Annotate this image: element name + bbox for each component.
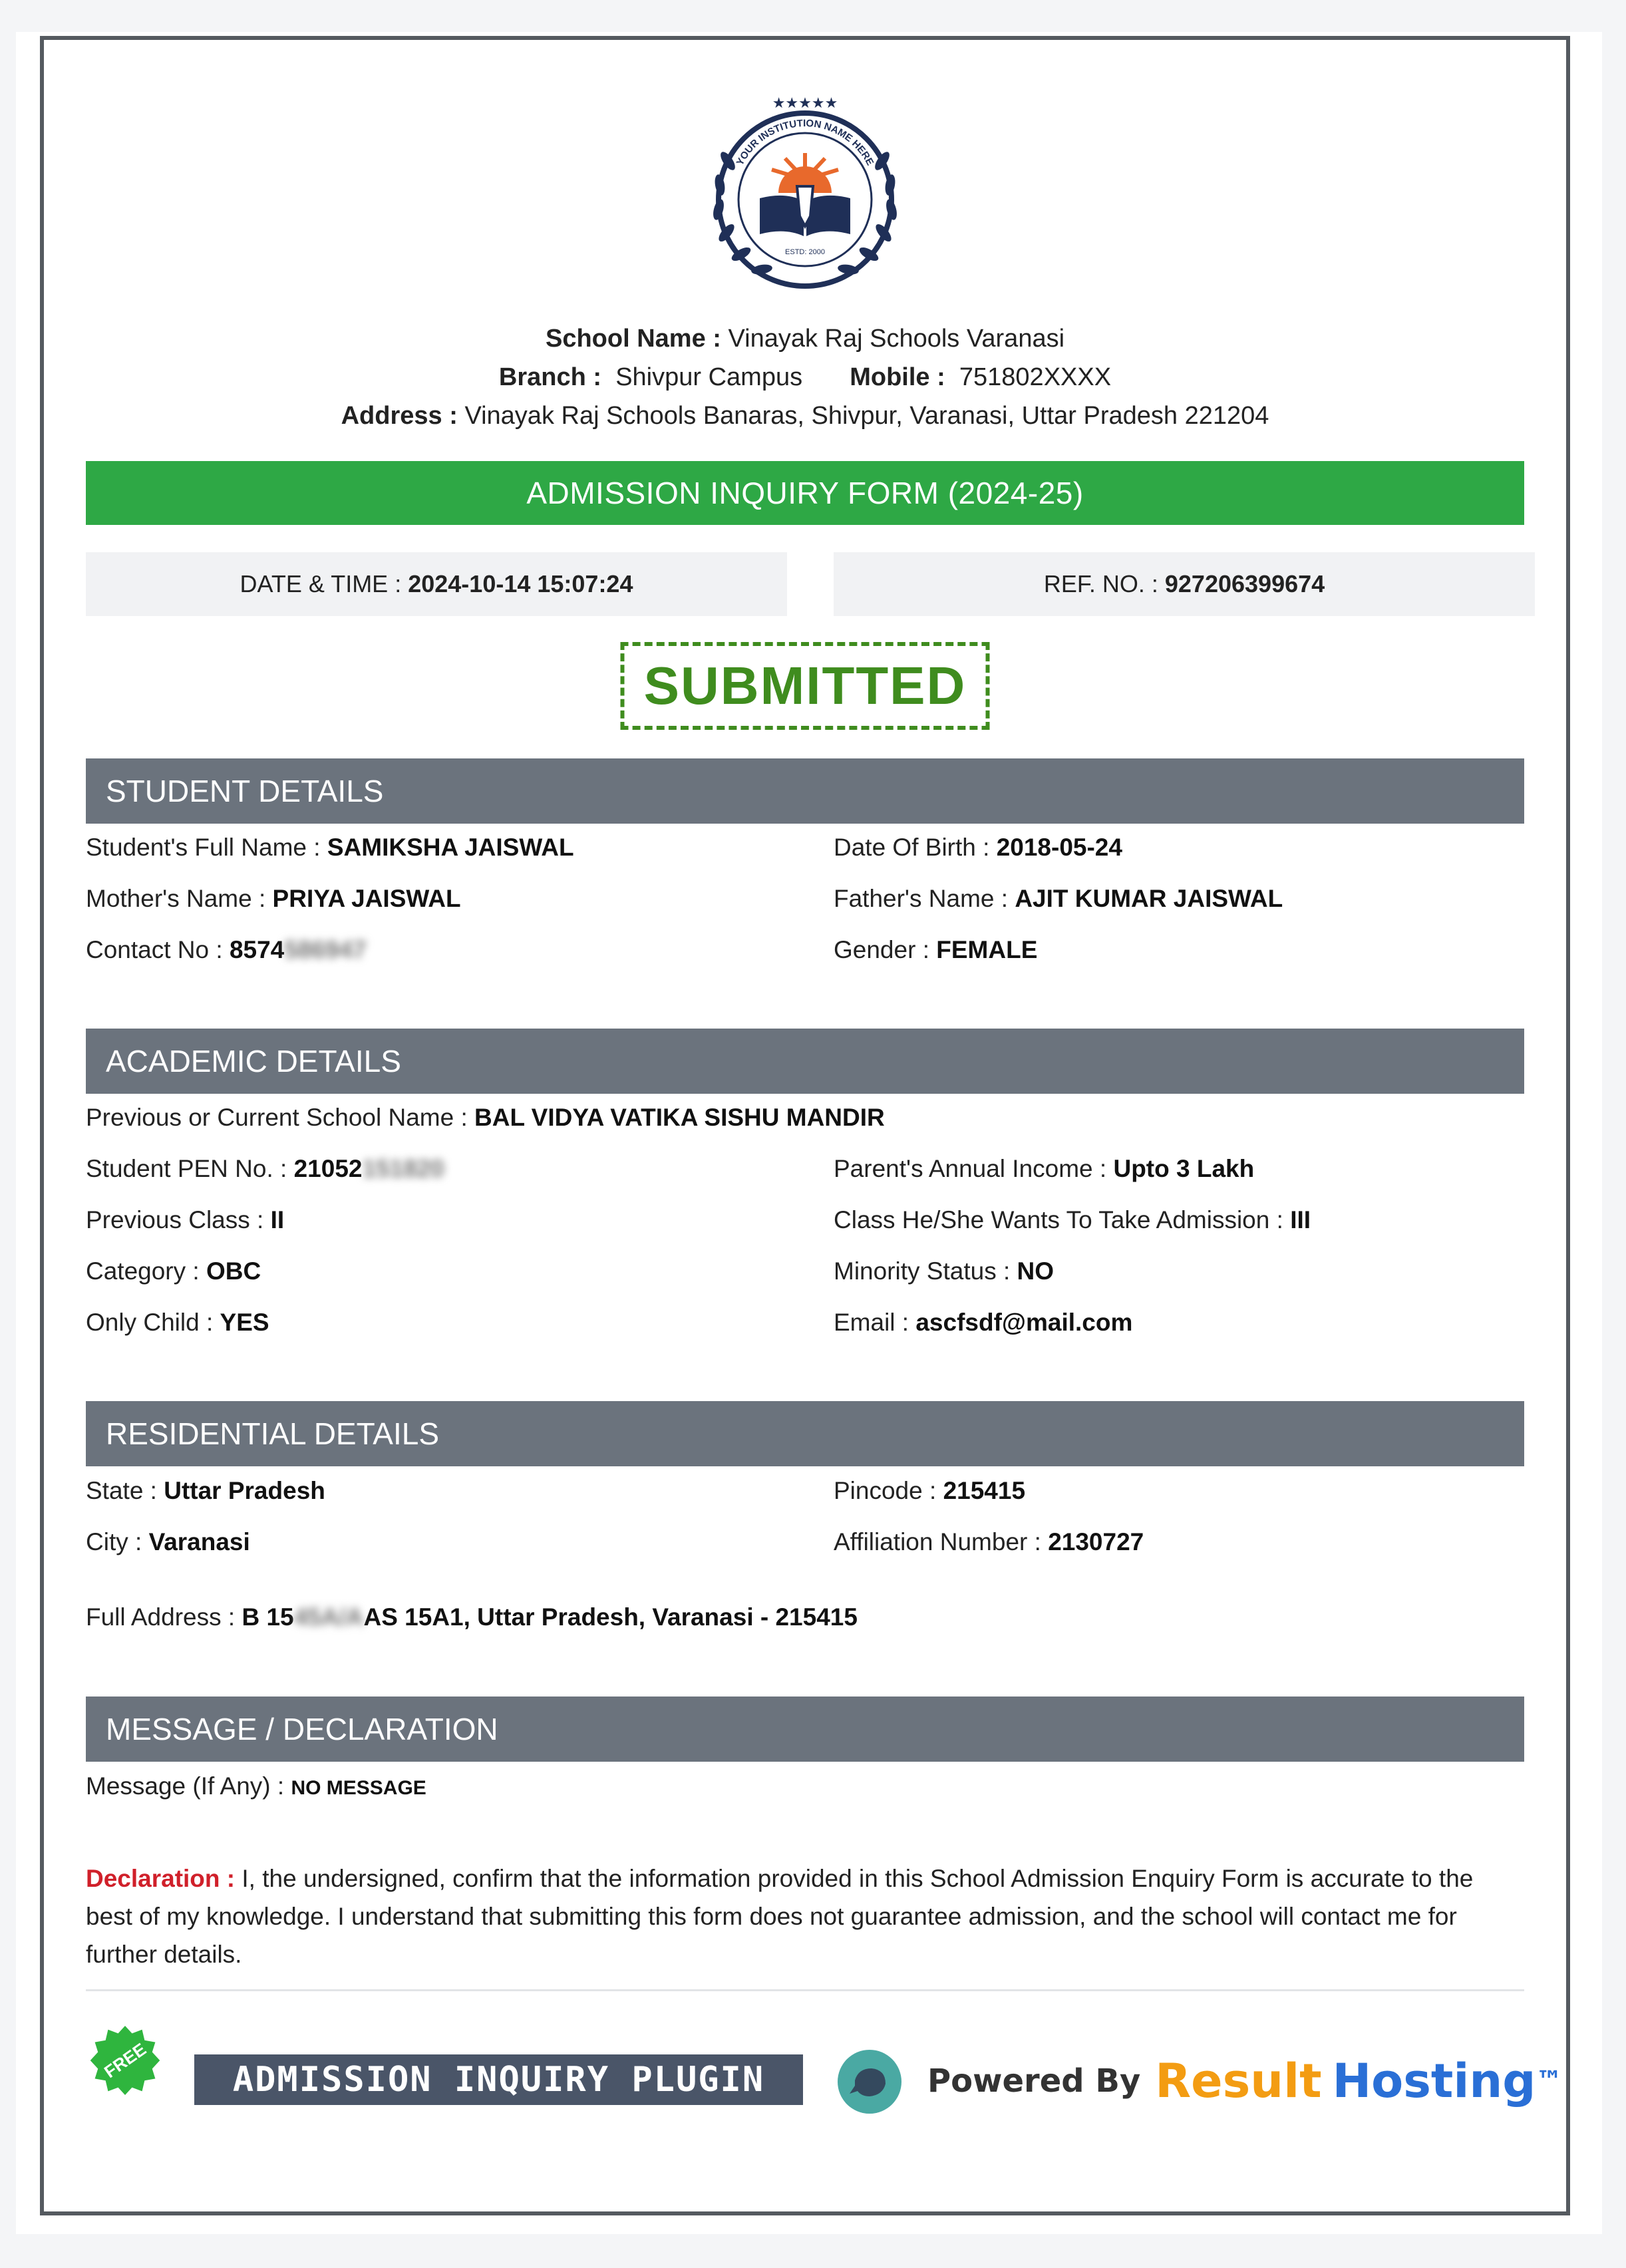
message-declaration-heading: MESSAGE / DECLARATION [86, 1697, 1524, 1762]
branch-line [86, 358, 1524, 397]
logo-estd: ESTD: 2000 [785, 248, 825, 256]
datetime-value: 2024-10-14 15:07:24 [408, 570, 633, 597]
date-of-birth: Date Of Birth : 2018-05-24 [834, 834, 1122, 861]
datetime-label: DATE & TIME : [240, 570, 402, 597]
svg-text:★★★★★: ★★★★★ [772, 94, 838, 111]
pincode: Pincode : 215415 [834, 1477, 1026, 1504]
form-frame [40, 36, 1570, 2215]
page [16, 32, 1602, 2234]
only-child: Only Child : YES [86, 1309, 269, 1336]
ref-box [834, 552, 1535, 616]
star-icon [772, 94, 838, 111]
ref-value: 927206399674 [1164, 570, 1325, 597]
ref-label: REF. NO. : [1043, 570, 1158, 597]
category: Category : OBC [86, 1257, 261, 1285]
datetime-box [86, 552, 787, 616]
declaration-text: I, the undersigned, confirm that the information provided in this School Admission Enquiry Form is accurate to the best of my knowledge. I understand that submitting this form does not guarantee admission, and the school will contact me for further details. [86, 1865, 1474, 1968]
footer-divider [86, 1989, 1524, 1991]
previous-class: Previous Class : II [86, 1206, 285, 1233]
admission-class: Class He/She Wants To Take Admission : III [834, 1206, 1311, 1233]
branch-value: Shivpur Campus [615, 363, 803, 391]
declaration [86, 1860, 1524, 1973]
plugin-label: ADMISSION INQUIRY PLUGIN [194, 2054, 803, 2105]
previous-school: Previous or Current School Name : BAL VIDYA VATIKA SISHU MANDIR [86, 1104, 885, 1131]
brand-result: Result [1155, 2054, 1322, 2108]
academic-details-heading: ACADEMIC DETAILS [86, 1029, 1524, 1094]
institution-logo [685, 80, 925, 319]
book-icon [760, 186, 850, 236]
mother-name: Mother's Name : PRIYA JAISWAL [86, 885, 461, 912]
brand-hosting: Hosting [1332, 2054, 1536, 2108]
school-info [86, 319, 1524, 435]
address-value: Vinayak Raj Schools Banaras, Shivpur, Varanasi, Uttar Pradesh 221204 [464, 402, 1269, 430]
student-pen: Student PEN No. : 21052151820 [86, 1155, 444, 1182]
submitted-stamp: SUBMITTED [621, 642, 990, 730]
full-address: Full Address : B 1545A/AAS 15A1, Uttar Pradesh, Varanasi - 215415 [86, 1603, 858, 1631]
school-name-value: Vinayak Raj Schools Varanasi [728, 325, 1065, 353]
free-badge-icon [86, 2021, 164, 2100]
contact-redacted: 586947 [284, 936, 367, 963]
form-title-banner: ADMISSION INQUIRY FORM (2024-25) [86, 461, 1524, 525]
branch-label: Branch : [498, 363, 602, 391]
mobile-value: 751802XXXX [959, 363, 1112, 391]
email: Email : ascfsdf@mail.com [834, 1309, 1133, 1336]
powered-by[interactable] [927, 2049, 1562, 2113]
student-details-heading: STUDENT DETAILS [86, 758, 1524, 824]
school-name-line [86, 319, 1524, 358]
address-line [86, 397, 1524, 435]
powered-by-text: Powered By [927, 2062, 1141, 2100]
city: City : Varanasi [86, 1528, 250, 1555]
minority-status: Minority Status : NO [834, 1257, 1055, 1285]
pen-redacted: 151820 [362, 1155, 444, 1182]
form-content [86, 40, 1563, 2211]
father-name: Father's Name : AJIT KUMAR JAISWAL [834, 885, 1283, 912]
affiliation-number: Affiliation Number : 2130727 [834, 1528, 1144, 1555]
school-name-label: School Name : [545, 325, 721, 353]
logo-arc-text: YOUR INSTITUTION NAME HERE [734, 117, 876, 168]
address-label: Address : [341, 402, 458, 430]
residential-details-heading: RESIDENTIAL DETAILS [86, 1401, 1524, 1466]
declaration-label: Declaration : [86, 1865, 236, 1892]
mobile-label: Mobile : [850, 363, 945, 391]
address-redacted: 45A/A [293, 1603, 364, 1631]
gender: Gender : FEMALE [834, 936, 1038, 963]
student-full-name: Student's Full Name : SAMIKSHA JAISWAL [86, 834, 574, 861]
message: Message (If Any) : NO MESSAGE [86, 1772, 426, 1800]
state: State : Uttar Pradesh [86, 1477, 325, 1504]
annual-income: Parent's Annual Income : Upto 3 Lakh [834, 1155, 1255, 1182]
brand-logo-icon [835, 2047, 904, 2116]
free-badge-text: FREE [100, 2038, 150, 2082]
contact-no: Contact No : 8574586947 [86, 936, 367, 963]
trademark: ™ [1536, 2066, 1563, 2096]
